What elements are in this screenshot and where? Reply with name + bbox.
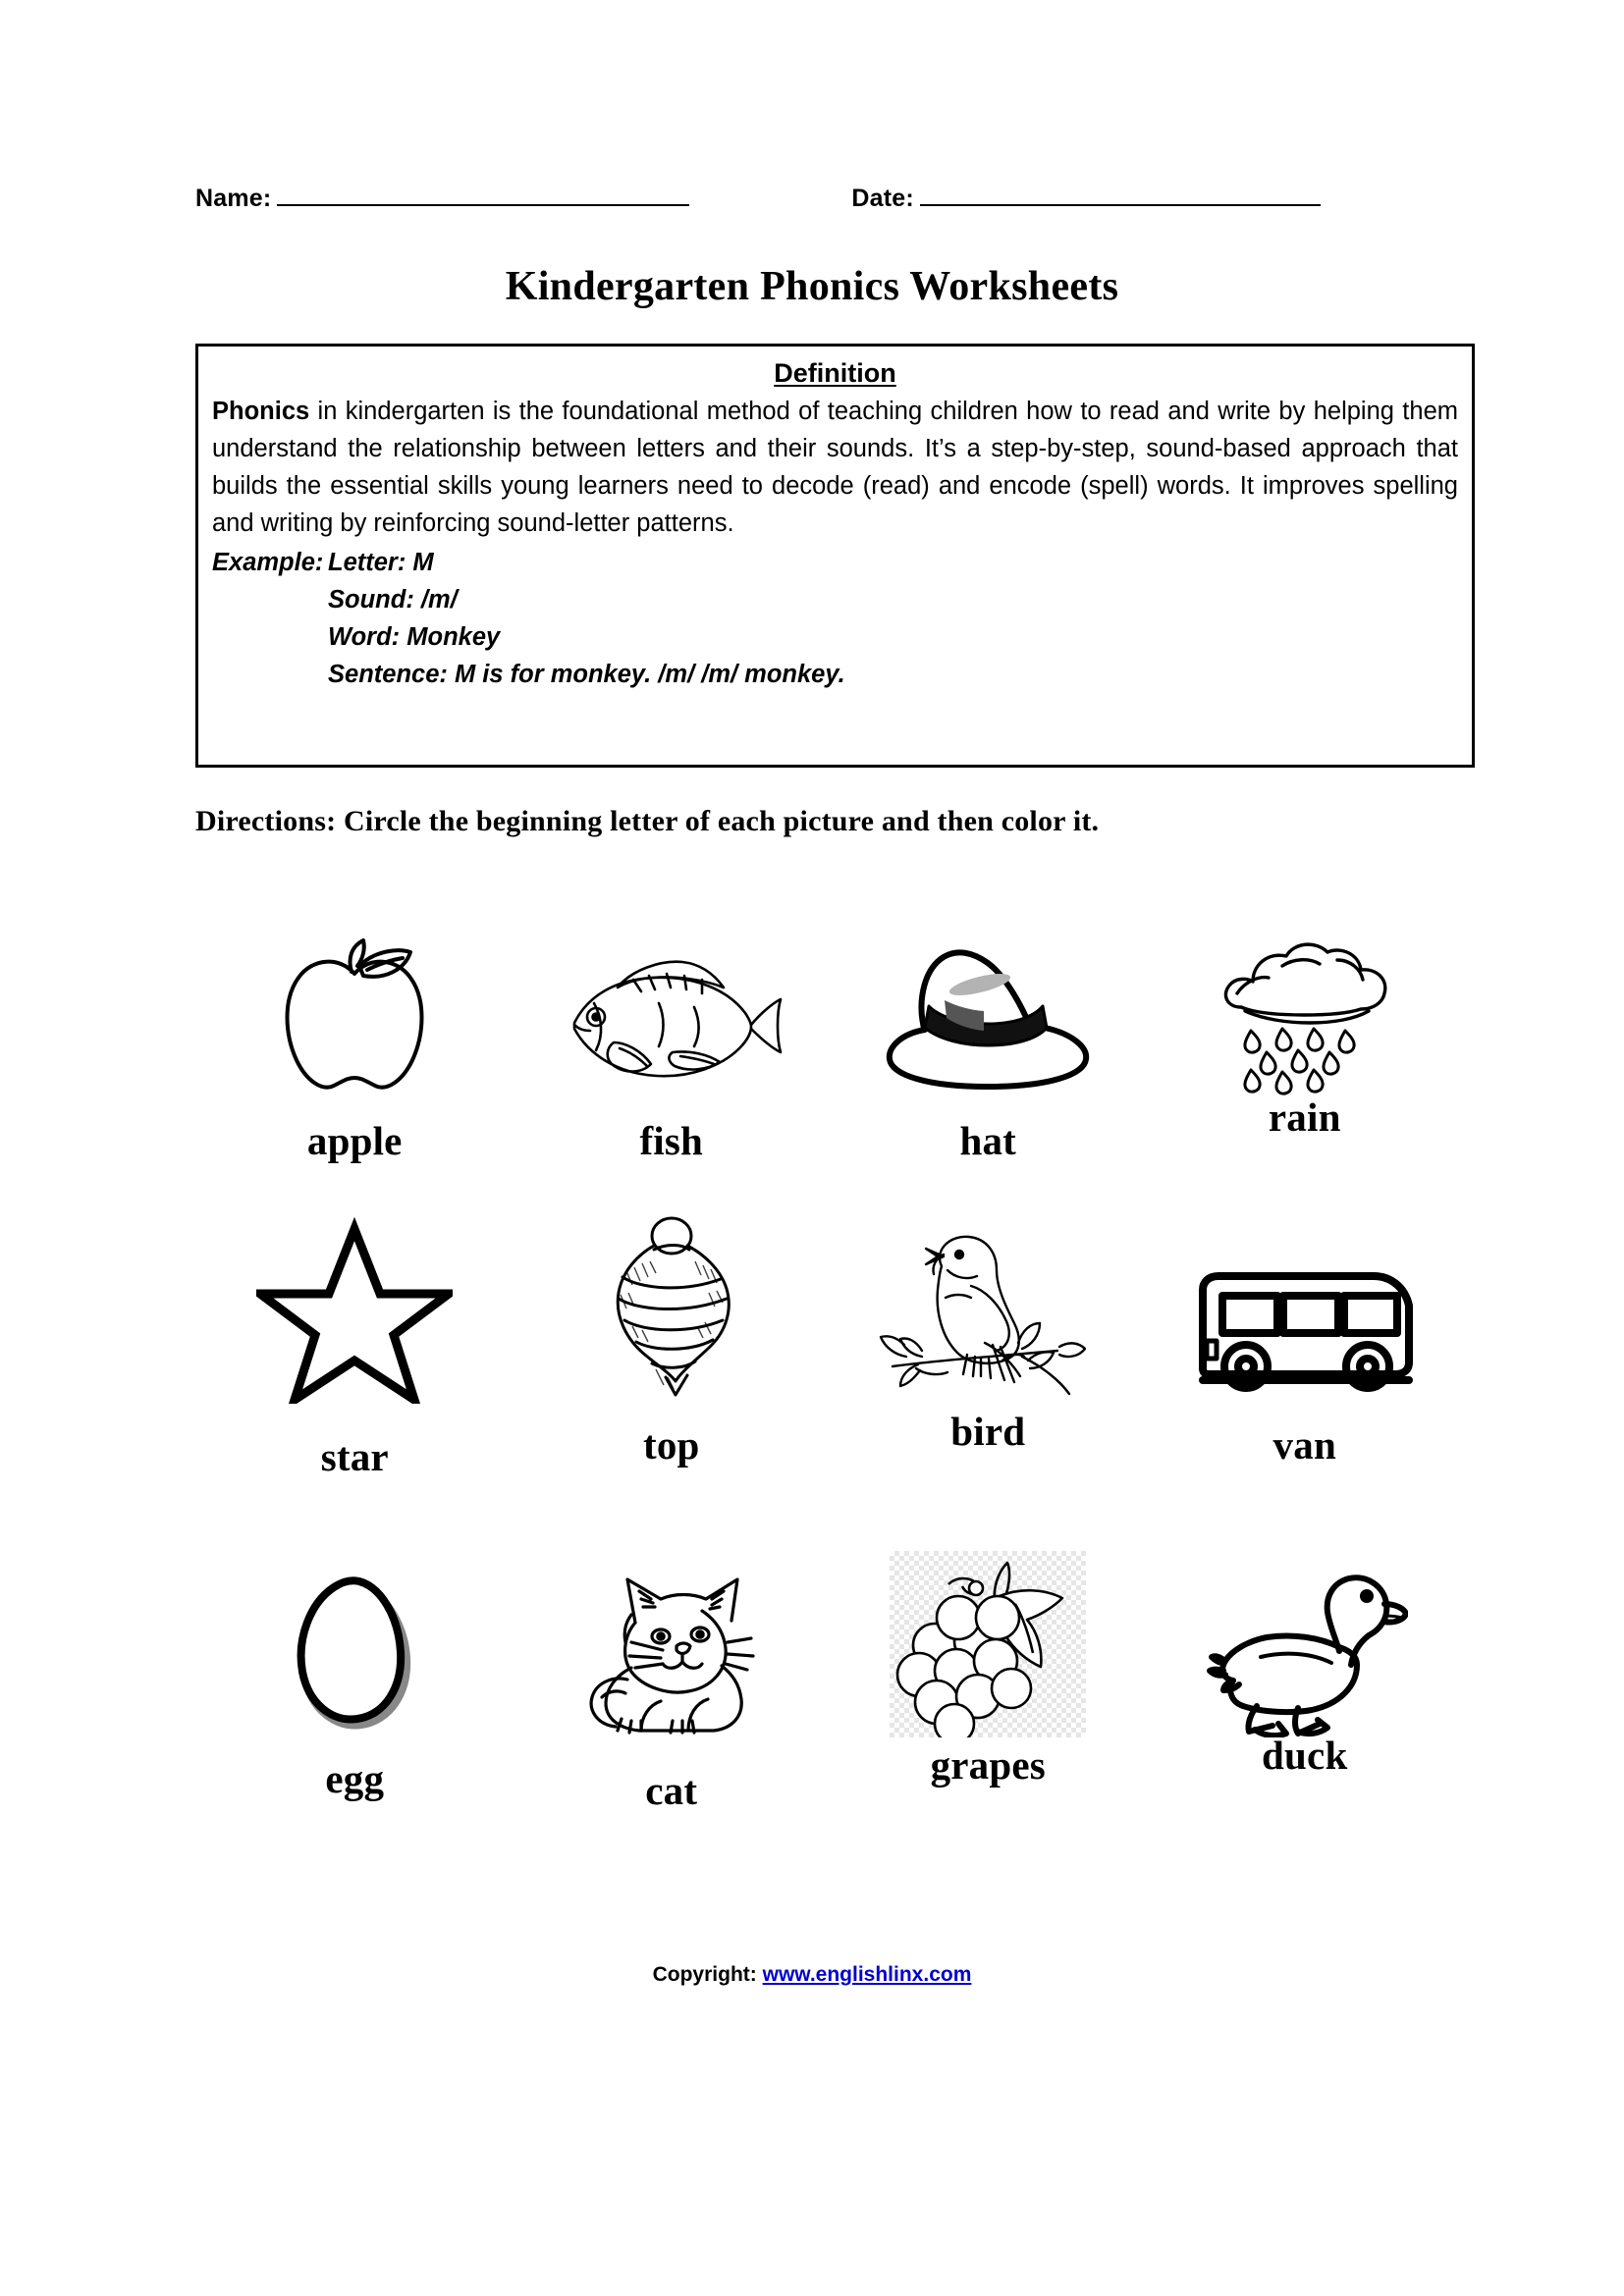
definition-body	[212, 393, 1458, 542]
picture-cell-rain[interactable]	[1147, 913, 1464, 1207]
bird-icon	[865, 1207, 1110, 1404]
grapes-icon	[890, 1551, 1086, 1737]
englishlinx-link[interactable]: www.englishlinx.com	[762, 1963, 972, 1986]
example-row-letter	[212, 544, 1458, 581]
example-block	[212, 544, 1458, 693]
hat-icon	[880, 913, 1096, 1099]
picture-label: apple	[306, 1118, 403, 1163]
picture-cell-cat[interactable]	[514, 1551, 831, 1875]
picture-grid	[196, 913, 1463, 1875]
picture-label: star	[320, 1434, 389, 1479]
date-group	[851, 185, 1321, 213]
definition-box	[195, 344, 1475, 768]
example-line-letter: Letter: M	[328, 549, 434, 576]
rain-cloud-icon	[1212, 913, 1398, 1099]
picture-label: top	[642, 1422, 700, 1468]
picture-cell-grapes[interactable]	[830, 1551, 1147, 1875]
copyright-footer	[0, 1963, 1624, 1987]
picture-label: fish	[639, 1118, 704, 1163]
date-input[interactable]	[920, 185, 1321, 206]
name-input[interactable]	[277, 185, 689, 206]
picture-label: duck	[1262, 1733, 1348, 1778]
picture-cell-apple[interactable]	[196, 913, 514, 1207]
example-line-sound: Sound: /m/	[328, 586, 458, 614]
picture-cell-star[interactable]	[196, 1207, 514, 1551]
egg-icon	[281, 1551, 428, 1737]
star-icon	[256, 1207, 453, 1404]
picture-row-3	[196, 1551, 1463, 1875]
name-label: Name:	[195, 185, 272, 212]
example-line-word: Word: Monkey	[328, 623, 501, 651]
directions-text: Directions: Circle the beginning letter of each picture and then color it.	[195, 805, 1100, 837]
definition-term: Phonics	[212, 398, 310, 425]
duck-icon	[1202, 1551, 1408, 1737]
picture-cell-top[interactable]	[514, 1207, 831, 1551]
picture-label: egg	[325, 1756, 385, 1801]
picture-cell-fish[interactable]	[514, 913, 831, 1207]
picture-label: cat	[645, 1768, 698, 1813]
picture-cell-egg[interactable]	[196, 1551, 514, 1875]
picture-cell-hat[interactable]	[830, 913, 1147, 1207]
picture-label: rain	[1268, 1095, 1341, 1140]
definition-text: in kindergarten is the foundational method of teaching children how to read and write by helping them understand the relationship between letters and their sounds. It’s a step-by-step, sound-based approach that builds the essential skills young learners need to decode (read) and encode (spell) words. It improves spelling and writing by reinforcing sound-letter patterns.	[212, 398, 1458, 537]
picture-row-2	[196, 1207, 1463, 1551]
example-label: Example:	[212, 549, 324, 576]
cat-icon	[578, 1551, 765, 1737]
definition-heading: Definition	[774, 358, 896, 388]
example-line-sentence: Sentence: M is for monkey. /m/ /m/ monkey.	[328, 661, 845, 688]
picture-label: hat	[959, 1118, 1017, 1163]
apple-icon	[261, 913, 448, 1099]
van-icon	[1189, 1207, 1420, 1404]
picture-cell-bird[interactable]	[830, 1207, 1147, 1551]
picture-label: grapes	[930, 1742, 1046, 1788]
picture-label: van	[1272, 1422, 1336, 1468]
fish-icon	[559, 913, 785, 1099]
page-title: Kindergarten Phonics Worksheets	[505, 264, 1119, 309]
picture-label: bird	[950, 1409, 1026, 1454]
picture-row-1	[196, 913, 1463, 1207]
picture-cell-van[interactable]	[1147, 1207, 1464, 1551]
copyright-label: Copyright:	[652, 1963, 757, 1986]
date-label: Date:	[851, 185, 914, 212]
picture-cell-duck[interactable]	[1147, 1551, 1464, 1875]
name-date-row	[195, 185, 1472, 213]
spinning-top-icon	[593, 1207, 750, 1404]
